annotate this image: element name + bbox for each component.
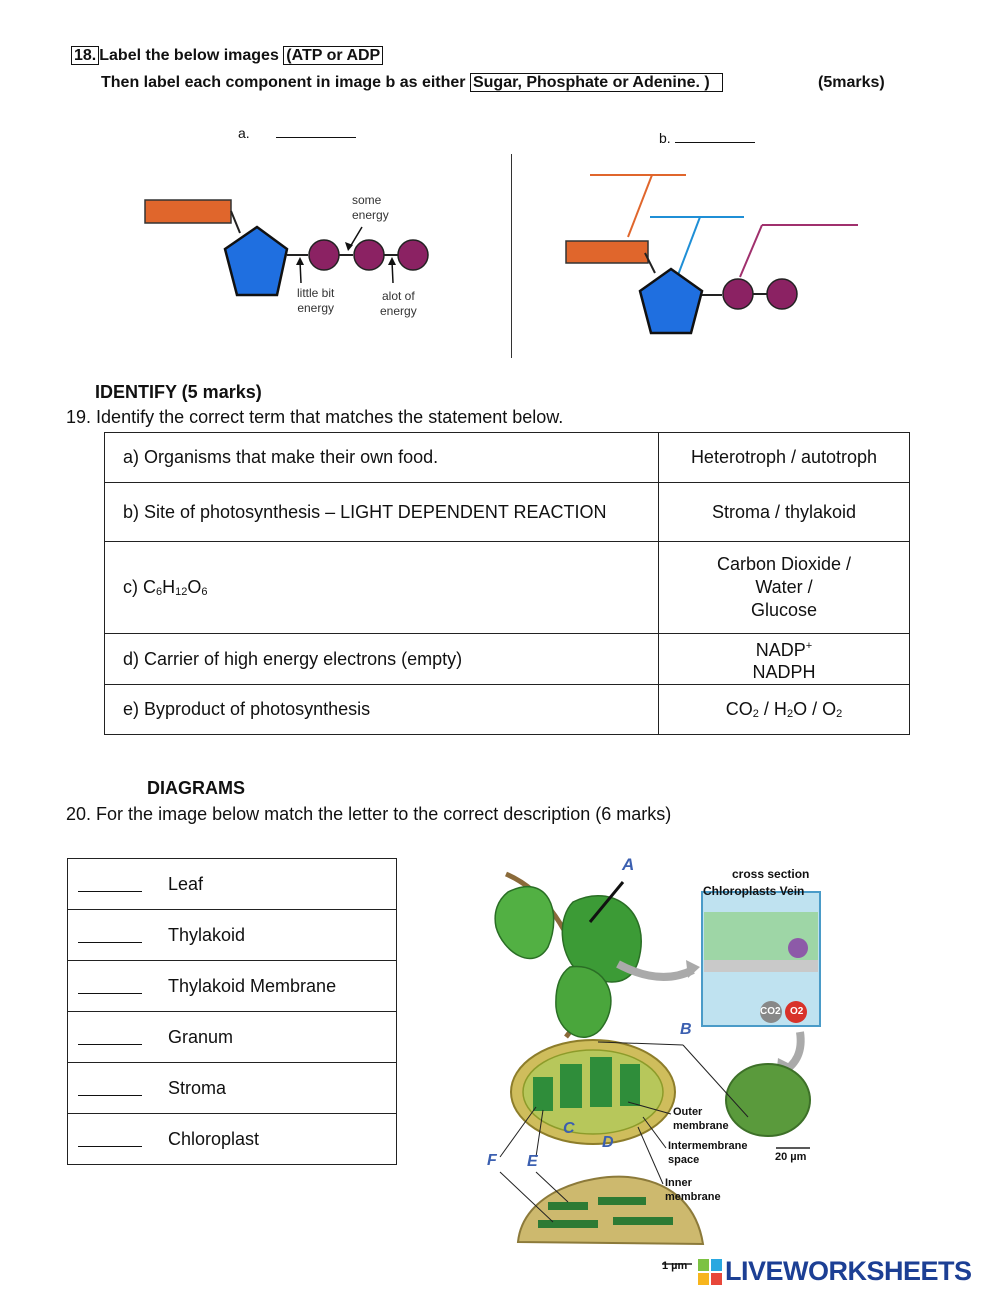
scale-1-label: 1 µm (662, 1260, 688, 1272)
intermembrane-line1: Intermembrane (668, 1140, 748, 1152)
section-grana-4 (613, 1217, 673, 1225)
phosphate-a2 (354, 240, 384, 270)
diagrams-heading: DIAGRAMS (147, 778, 245, 798)
letter-c: C (563, 1120, 575, 1137)
option-o: O / O (793, 699, 837, 719)
option-nadp-text: NADP (755, 640, 806, 660)
term-stroma: Stroma (168, 1077, 227, 1098)
arrowhead-alot (388, 257, 396, 265)
identify-heading: IDENTIFY (5 marks) (95, 382, 262, 402)
statement-c-sub2: 12 (175, 586, 188, 598)
inner-membrane-line1: Inner (665, 1177, 692, 1189)
outer-membrane-line2: membrane (673, 1120, 729, 1132)
label-line-orange-d (628, 175, 652, 237)
q18-marks: (5marks) (818, 74, 885, 91)
chloroplast-small (726, 1064, 810, 1136)
term-granum: Granum (168, 1026, 234, 1047)
option-h-sub: 2 (786, 708, 794, 720)
alot-line1: alot of (382, 289, 415, 303)
liveworksheets-icon (698, 1259, 722, 1285)
statement-e: e) Byproduct of photosynthesis (105, 685, 659, 735)
options-c[interactable] (659, 542, 910, 634)
statement-c-sub1: 6 (156, 586, 163, 598)
image-b-letter: b. (659, 130, 671, 146)
leaf-small-1 (495, 887, 554, 959)
match-table (67, 858, 397, 1165)
term-leaf: Leaf (168, 873, 204, 894)
annotation-some-energy (352, 193, 389, 223)
cross-section-label: cross section (732, 867, 810, 881)
answer-blank-thylakoid-membrane[interactable] (78, 993, 142, 994)
liveworksheets-logo[interactable] (698, 1256, 972, 1287)
image-a-letter: a. (238, 125, 250, 141)
identify-table (104, 432, 910, 735)
q18-number: 18. (71, 46, 99, 65)
connector-a1 (231, 211, 240, 233)
answer-blank-granum[interactable] (78, 1044, 142, 1045)
statement-c-h: H (162, 577, 176, 597)
options-a[interactable]: Heterotroph / autotroph (659, 433, 910, 483)
match-row-stroma (68, 1063, 397, 1114)
options-e[interactable] (659, 685, 910, 735)
statement-c-sub3: 6 (201, 586, 208, 598)
statement-c (105, 542, 659, 634)
q18-components-box: Sugar, Phosphate or Adenine. ) (470, 73, 723, 92)
some-energy-line2: energy (352, 208, 389, 222)
label-line-purple-d (740, 225, 762, 277)
letter-d: D (602, 1134, 614, 1151)
match-cell-granum (68, 1012, 397, 1063)
image-divider (511, 154, 512, 358)
answer-blank-stroma[interactable] (78, 1095, 142, 1096)
cross-section-band (704, 960, 818, 972)
phosphate-a3 (398, 240, 428, 270)
match-row-leaf (68, 859, 397, 910)
image-a-label (238, 125, 356, 141)
term-thylakoid: Thylakoid (168, 924, 246, 945)
liveworksheets-wordmark: LIVEWORKSHEETS (725, 1256, 972, 1286)
options-d[interactable] (659, 634, 910, 685)
match-cell-thylakoid (68, 910, 397, 961)
q20-text: For the image below match the letter to the correct description (6 marks) (96, 804, 672, 824)
match-row-chloroplast (68, 1114, 397, 1165)
outer-membrane-line1: Outer (673, 1106, 703, 1118)
leaf-small-2 (556, 967, 611, 1038)
arrowhead-little-bit (296, 257, 304, 265)
option-glucose[interactable]: Glucose (750, 600, 818, 620)
chloroplast-figure (478, 852, 838, 1277)
o2-label: O2 (790, 1006, 804, 1017)
granum-4 (620, 1064, 640, 1106)
option-o-sub: 2 (836, 708, 843, 720)
match-row-granum (68, 1012, 397, 1063)
pentagon-a (225, 227, 287, 295)
q19-question (66, 407, 563, 428)
match-row-thylakoid-membrane (68, 961, 397, 1012)
q18-atp-adp-box: (ATP or ADP (283, 46, 383, 65)
q18-line2 (101, 74, 723, 92)
q18-line1 (71, 47, 383, 65)
some-energy-line1: some (352, 193, 382, 207)
alot-line2: energy (380, 304, 417, 318)
co2-label: CO2 (760, 1006, 781, 1017)
granum-3 (590, 1057, 612, 1107)
q20-question (66, 804, 671, 825)
identify-row-e (105, 685, 910, 735)
match-cell-chloroplast (68, 1114, 397, 1165)
answer-blank-thylakoid[interactable] (78, 942, 142, 943)
q20-number: 20. (66, 804, 92, 824)
leader-inner (638, 1127, 663, 1184)
phosphate-a1 (309, 240, 339, 270)
phosphate-b2 (767, 279, 797, 309)
q18-line2-text: Then label each component in image b as either (101, 74, 470, 91)
statement-a: a) Organisms that make their own food. (105, 433, 659, 483)
q18-line1-text: Label the below images (99, 47, 284, 64)
option-nadp-sup: + (805, 640, 813, 652)
statement-b: b) Site of photosynthesis – LIGHT DEPENDENT REACTION (105, 483, 659, 542)
phosphate-b1 (723, 279, 753, 309)
pentagon-b (640, 269, 702, 333)
option-water[interactable]: Water / (755, 577, 813, 597)
term-thylakoid-membrane: Thylakoid Membrane (168, 975, 337, 996)
letter-b: B (680, 1021, 692, 1038)
match-cell-stroma (68, 1063, 397, 1114)
option-co-sub: 2 (752, 708, 759, 720)
scale-20-label: 20 µm (775, 1151, 807, 1163)
image-b-answer-blank[interactable] (675, 142, 755, 143)
letter-e: E (527, 1153, 538, 1170)
match-cell-leaf (68, 859, 397, 910)
little-bit-line2: energy (297, 301, 335, 315)
q19-number: 19. (66, 407, 92, 427)
vein-cluster (788, 938, 808, 958)
letter-f: F (487, 1152, 497, 1169)
image-a-answer-blank[interactable] (276, 137, 356, 138)
annotation-alot-energy (380, 289, 417, 319)
term-chloroplast: Chloroplast (168, 1128, 260, 1149)
arrowhead-section (686, 960, 700, 978)
section-grana-2 (598, 1197, 646, 1205)
statement-c-prefix: c) C (123, 577, 156, 597)
identify-row-d (105, 634, 910, 685)
identify-row-c (105, 542, 910, 634)
chloroplasts-vein-label: Chloroplasts Vein (703, 884, 805, 898)
molecule-b-diagram (560, 165, 870, 345)
identify-row-a (105, 433, 910, 483)
outer-membrane-label (673, 1105, 729, 1133)
intermembrane-label (668, 1139, 747, 1167)
granum-2 (560, 1064, 582, 1108)
sugar-bar-b (566, 241, 648, 263)
section-grana-3 (538, 1220, 598, 1228)
answer-blank-leaf[interactable] (78, 891, 142, 892)
granum-1 (533, 1077, 553, 1111)
statement-c-o: O (187, 577, 202, 597)
identify-row-b (105, 483, 910, 542)
option-carbon-dioxide[interactable]: Carbon Dioxide / (716, 554, 852, 574)
option-nadph[interactable]: NADPH (752, 662, 816, 682)
match-cell-thylakoid-membrane (68, 961, 397, 1012)
intermembrane-line2: space (668, 1154, 700, 1166)
q19-text: Identify the correct term that matches the statement below. (96, 407, 564, 427)
little-bit-line1: little bit (297, 286, 335, 300)
letter-a: A (622, 855, 635, 874)
option-h: / H (758, 699, 787, 719)
inner-membrane-line2: membrane (665, 1191, 721, 1203)
section-grana-1 (548, 1202, 588, 1210)
option-nadp[interactable] (669, 635, 899, 661)
option-co: CO (725, 699, 753, 719)
statement-d: d) Carrier of high energy electrons (empty) (105, 634, 659, 685)
annotation-little-bit-energy (297, 286, 334, 316)
answer-blank-chloroplast[interactable] (78, 1146, 142, 1147)
match-row-thylakoid (68, 910, 397, 961)
image-b-label (659, 130, 755, 146)
inner-membrane-label (665, 1176, 721, 1204)
options-b[interactable]: Stroma / thylakoid (659, 483, 910, 542)
sugar-bar-a (145, 200, 231, 223)
label-line-blue-d (678, 217, 700, 275)
